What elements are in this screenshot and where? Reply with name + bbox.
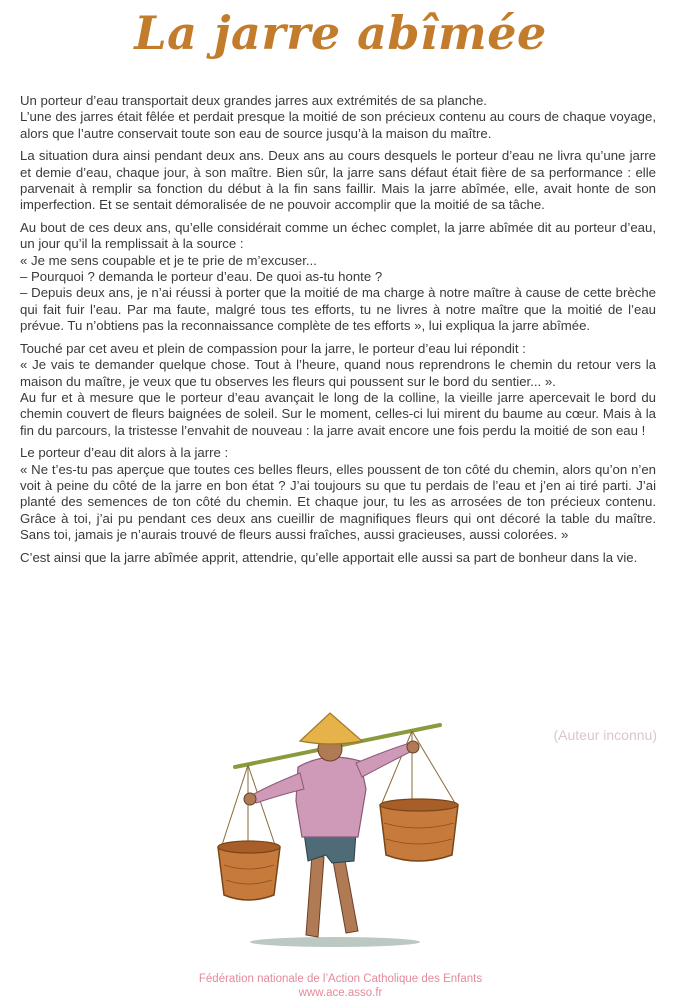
text-line: « Je vais te demander quelque chose. Tout à l’heure, quand nous reprendrons le chemin du retour vers la maison du maître, je veux que tu observes les fleurs qui poussent sur le bord du sentier... ». <box>20 357 656 389</box>
text-line: Touché par cet aveu et plein de compassion pour la jarre, le porteur d’eau lui répondit : <box>20 340 526 356</box>
paragraph-1 <box>20 93 656 142</box>
conical-hat <box>300 713 362 744</box>
right-basket <box>380 799 458 861</box>
author-credit: (Auteur inconnu) <box>553 727 657 743</box>
text-line: L’une des jarres était fêlée et perdait presque la moitié de son précieux contenu au cours de chaque voyage, alors que l’autre conservait toute son eau de source jusqu’à la maison du maître. <box>20 109 656 141</box>
footer <box>0 972 681 1000</box>
left-hand <box>244 793 256 805</box>
footer-website[interactable]: www.ace.asso.fr <box>298 987 383 999</box>
water-carrier-illustration <box>200 705 480 955</box>
paragraph-5 <box>20 445 656 543</box>
left-basket <box>218 841 280 900</box>
right-arm <box>356 743 412 777</box>
text-line: C’est ainsi que la jarre abîmée apprit, attendrie, qu’elle apportait elle aussi sa part de bonheur dans la vie. <box>20 549 638 565</box>
paragraph-3 <box>20 220 656 335</box>
footer-organization: Fédération nationale de l’Action Catholique des Enfants <box>198 973 483 985</box>
ground-shadow <box>250 937 420 947</box>
text-line: – Pourquoi ? demanda le porteur d’eau. De quoi as-tu honte ? <box>20 269 383 285</box>
paragraph-6 <box>20 550 656 566</box>
text-line: Le porteur d’eau dit alors à la jarre : <box>20 445 229 461</box>
text-line: Au fur et à mesure que le porteur d’eau avançait le long de la colline, la vieille jarre apercevait le bord du chemin couvert de fleurs baignées de soleil. Sur le moment, celles-ci lui mirent du baume au cœur. Mais à la fin du parcours, la tristesse l’envahit de nouveau : la jarre avait encore une fois perdu la moitié de son eau ! <box>20 389 656 438</box>
shirt <box>296 757 366 837</box>
legs <box>306 855 358 937</box>
text-line: La situation dura ainsi pendant deux ans. Deux ans au cours desquels le porteur d’eau ne livra qu’une jarre et demie d’eau, chaque jour, à son maître. Bien sûr, la jarre sans défaut était fière de sa performance : elle parvenait à remplir sa fonction du début à la fin sans faillir. Mais la jarre abîmée, elle, avait honte de son imperfection. Et se sentait démoralisée de ne pouvoir accomplir que la moitié de sa tâche. <box>20 148 656 213</box>
text-line: « Je me sens coupable et je te prie de m’excuser... <box>20 252 317 268</box>
text-line: « Ne t’es-tu pas aperçue que toutes ces belles fleurs, elles poussent de ton côté du chemin, alors qu’on n’en voit à peine du côté de la jarre en bon état ? J’ai toujours su que tu perdais de l’eau et j’en ai tiré parti. J’ai planté des semences de ton côté du chemin. Et chaque jour, tu les as arrosées de ton précieux contenu. Grâce à toi, j’ai pu pendant ces deux ans cueillir de magnifiques fleurs qui ont décoré la table du maître. Sans toi, jamais je n’aurais trouvé de fleurs aussi fraîches, aussi gracieuses, aussi colorées. » <box>20 461 656 543</box>
page-title: La jarre abîmée <box>134 6 547 60</box>
story-text <box>20 93 656 572</box>
text-line: Un porteur d’eau transportait deux grandes jarres aux extrémités de sa planche. <box>20 93 487 108</box>
text-line: Au bout de ces deux ans, qu’elle considérait comme un échec complet, la jarre abîmée dit au porteur d’eau, un jour qu’il la remplissait à la source : <box>20 219 656 252</box>
paragraph-4 <box>20 341 656 439</box>
paragraph-2 <box>20 148 656 214</box>
right-hand <box>407 741 419 753</box>
right-ropes <box>382 731 455 803</box>
text-line: – Depuis deux ans, je n’ai réussi à porter que la moitié de ma charge à notre maître à cause de cette brèche qui fait fuir l’eau. Par ma faute, malgré tous tes efforts, tu ne livres à notre maître que la moitié de l’eau prévue. Tu n’obtiens pas la reconnaissance complète de tes efforts », lui expliqua la jarre abîmée. <box>20 285 656 334</box>
